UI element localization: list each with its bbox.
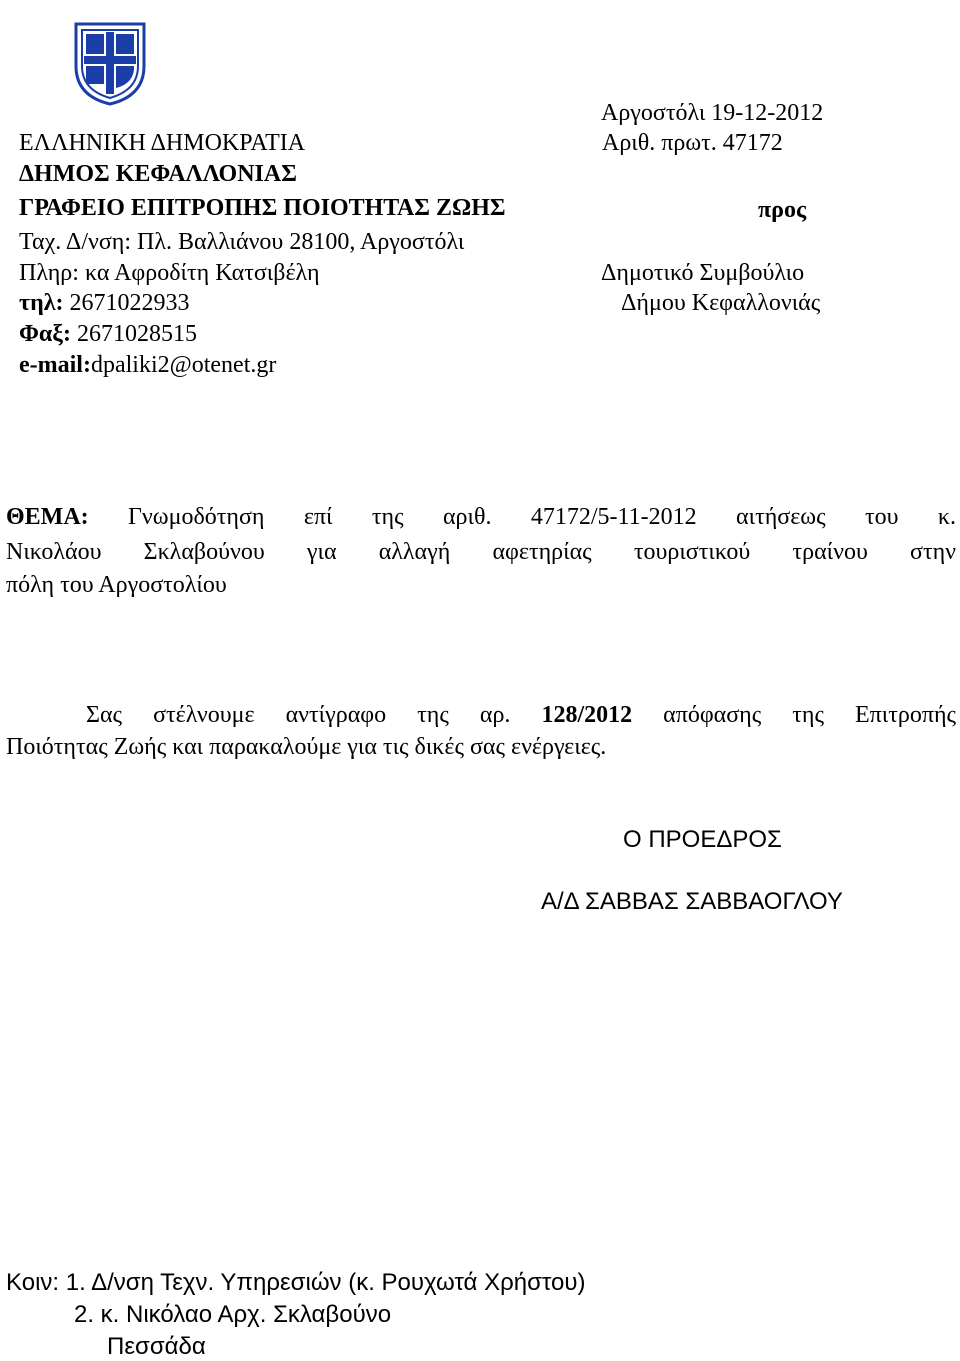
sender-office: ΓΡΑΦΕΙΟ ΕΠΙΤΡΟΠΗΣ ΠΟΙΟΤΗΤΑΣ ΖΩΗΣ xyxy=(19,195,506,221)
sender-country: ΕΛΛΗΝΙΚΗ ΔΗΜΟΚΡΑΤΙΑ xyxy=(19,130,306,156)
sender-phone xyxy=(19,289,189,317)
greek-coat-of-arms-icon xyxy=(70,18,150,106)
email-label: e-mail: xyxy=(19,352,91,378)
protocol-number: Αριθ. πρωτ. 47172 xyxy=(602,130,783,156)
signature-title: Ο ΠΡΟΕΔΡΟΣ xyxy=(623,826,782,853)
sender-contact-person: Πληρ: κα Αφροδίτη Κατσιβέλη xyxy=(19,260,320,286)
recipient-line-1: Δημοτικό Συμβούλιο xyxy=(601,260,805,286)
subject-line-1 xyxy=(6,502,956,532)
body-text-post: απόφασης της Επιτροπής xyxy=(663,702,956,728)
sender-fax xyxy=(19,320,197,348)
recipient-line-2: Δήμου Κεφαλλονιάς xyxy=(621,290,821,316)
phone-value: 2671022933 xyxy=(63,290,190,316)
subject-label: ΘΕΜΑ: xyxy=(6,504,89,530)
email-value: dpaliki2@otenet.gr xyxy=(90,352,277,378)
cc-line-1: Κοιν: 1. Δ/νση Τεχν. Υπηρεσιών (κ. Ρουχωτά Χρήστου) xyxy=(6,1269,586,1296)
cc-line-3: Πεσσάδα xyxy=(107,1333,206,1360)
subject-text-1: Γνωμοδότηση επί της αριθ. 47172/5-11-2012 αιτήσεως του κ. xyxy=(88,504,956,530)
fax-label: Φαξ: xyxy=(19,321,71,347)
signature-name: Α/Δ ΣΑΒΒΑΣ ΣΑΒΒΑΟΓΛΟΥ xyxy=(541,888,843,915)
fax-value: 2671028515 xyxy=(70,321,197,347)
decision-number: 128/2012 xyxy=(541,702,633,728)
sender-address: Ταχ. Δ/νση: Πλ. Βαλλιάνου 28100, Αργοστόλι xyxy=(19,229,465,255)
body-text-pre: Σας στέλνουμε αντίγραφο της αρ. xyxy=(86,702,511,728)
document-date: Αργοστόλι 19-12-2012 xyxy=(601,100,824,126)
body-line-2: Ποιότητας Ζωής και παρακαλούμε για τις δικές σας ενέργειες. xyxy=(6,734,607,760)
recipient-to-label: προς xyxy=(758,197,807,223)
phone-label: τηλ: xyxy=(19,290,64,316)
subject-line-3: πόλη του Αργοστολίου xyxy=(6,572,227,598)
sender-email xyxy=(19,351,276,379)
cc-line-2: 2. κ. Νικόλαο Αρχ. Σκλαβούνο xyxy=(74,1301,392,1328)
body-line-1 xyxy=(86,700,956,730)
subject-line-2: Νικολάου Σκλαβούνου για αλλαγή αφετηρίας τουριστικού τραίνου στην xyxy=(6,539,956,565)
sender-municipality: ΔΗΜΟΣ ΚΕΦΑΛΛΟΝΙΑΣ xyxy=(19,161,297,187)
